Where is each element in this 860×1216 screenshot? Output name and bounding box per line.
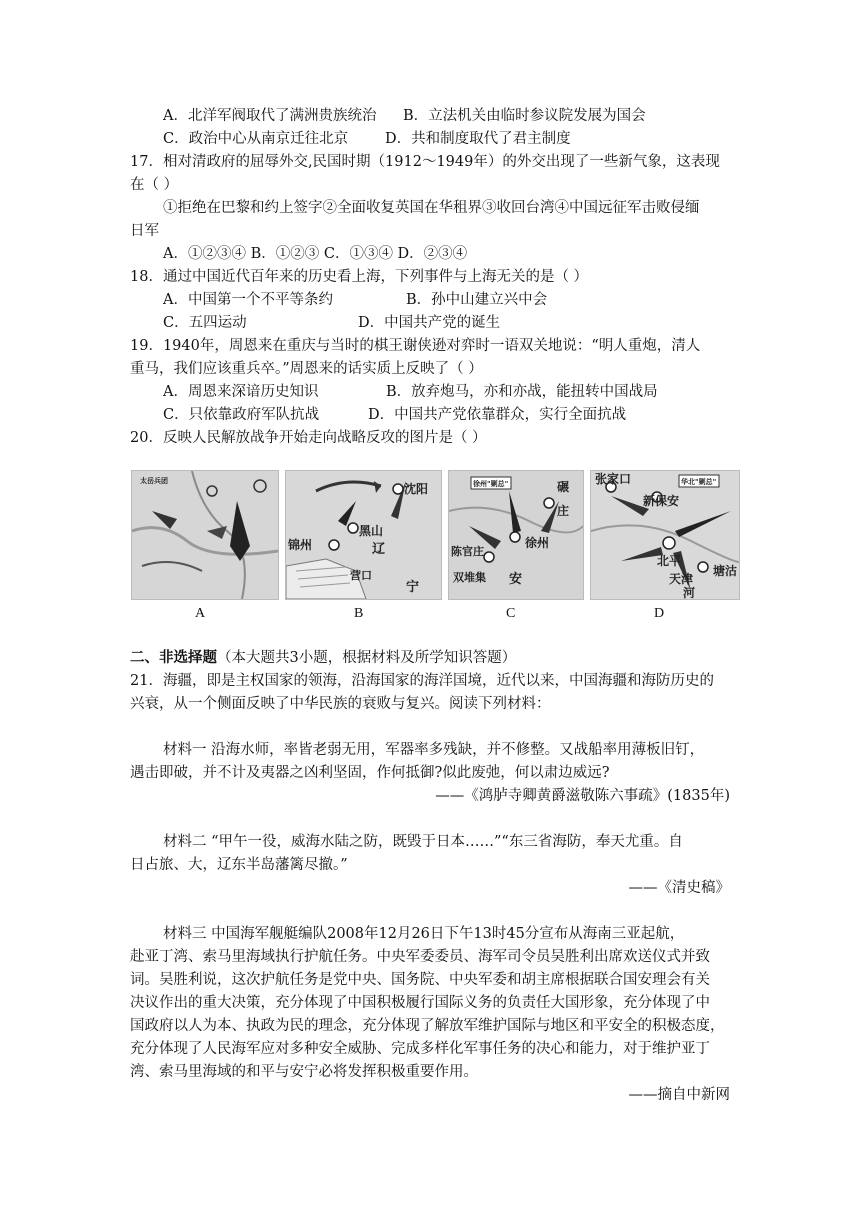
q18-option-a: A．中国第一个不平等条约	[163, 292, 333, 308]
map-a-label-1: 太岳兵团	[140, 477, 168, 485]
map-c-label-6: 安	[509, 572, 523, 587]
map-d-image	[590, 470, 740, 600]
q17-options: A．①②③④ B．①②③ C．①③④ D．②③④	[163, 246, 468, 262]
map-b-image	[285, 470, 442, 600]
q18-stem: 18．通过中国近代百年来的历史看上海，下列事件与上海无关的是（ ）	[130, 269, 589, 285]
q16-option-a: A．北洋军阀取代了满洲贵族统治	[163, 108, 377, 124]
q21-material3-line5: 国政府以人为本、执政为民的理念，充分体现了解放军维护国际与地区和平安全的积极态度，	[130, 1018, 725, 1034]
q21-material1-line2: 遇击即破，并不计及夷器之凶利坚固，作何抵御?似此废弛，何以肃边威远?	[130, 765, 610, 781]
q19-option-d: D．中国共产党依靠群众，实行全面抗战	[368, 407, 627, 423]
q21-material3-source: ——摘自中新网	[628, 1087, 730, 1103]
q21-material3-line3: 词。吴胜利说，这次护航任务是党中央、国务院、中央军委和胡主席根据联合国安理会有关	[130, 972, 710, 988]
map-c-label-4: 陈官庄	[451, 545, 484, 558]
map-b-label-2: 锦州	[288, 538, 313, 552]
map-label-c: C	[506, 606, 516, 621]
map-c-label-5: 双堆集	[453, 571, 486, 584]
section-2-note: （本大题共3小题，根据材料及所学知识答题）	[217, 650, 517, 666]
q19-option-c: C．只依靠政府军队抗战	[163, 407, 320, 423]
q19-stem-line2: 重马，我们应该重兵卒。”周恩来的话实质上反映了（ ）	[130, 361, 483, 377]
map-c-image	[448, 470, 584, 600]
map-label-d: D	[654, 606, 665, 621]
q20-stem: 20．反映人民解放战争开始走向战略反攻的图片是（ ）	[130, 430, 487, 446]
section-2-heading	[130, 648, 516, 668]
q21-stem-line1: 21．海疆，即是主权国家的领海，沿海国家的海洋国境，近代以来，中国海疆和海防历史的	[130, 673, 714, 689]
q19-option-b: B．放弃炮马，亦和亦战，能扭转中国战局	[386, 384, 658, 400]
q21-stem-line2: 兴衰，从一个侧面反映了中华民族的衰败与复兴。阅读下列材料：	[130, 696, 551, 712]
map-a-image	[131, 470, 279, 600]
q21-material3-line2: 赴亚丁湾、索马里海域执行护航任务。中央军委委员、海军司令员吴胜利出席欢送仪式并致	[130, 949, 710, 965]
map-c-label-1: 徐州	[525, 536, 550, 550]
q21-material3-line7: 湾、索马里海域的和平与安宁必将发挥积极重要作用。	[130, 1064, 478, 1080]
map-d-label-5: 河	[683, 586, 696, 599]
map-label-b: B	[354, 606, 364, 621]
map-b-label-4: 辽	[372, 542, 386, 557]
q21-material3-line4: 决议作出的重大决策，充分体现了中国积极履行国际义务的负责任大国形象，充分体现了中	[130, 995, 710, 1011]
q17-stem-line2: 在（ ）	[130, 177, 179, 193]
q21-material1-source: ——《鸿胪寺卿黄爵滋敬陈六事疏》(1835年)	[435, 788, 730, 804]
map-b-label-6: 宁	[406, 580, 420, 595]
map-d-label-7: 华北"剿总"	[681, 478, 717, 486]
map-b-label-1: 沈阳	[404, 482, 429, 496]
q21-material2-line1: 材料二 “甲午一役，威海水陆之防，既毁于日本……”“东三省海防，奉天尤重。自	[163, 834, 683, 850]
q18-option-c: C．五四运动	[163, 315, 247, 331]
q17-stem-line1: 17．相对清政府的屈辱外交,民国时期（1912～1949年）的外交出现了一些新气象，这表现	[130, 154, 720, 170]
map-c-label-7: 徐州"剿总"	[473, 480, 509, 488]
q21-material1-line1: 材料一 沿海水师，率皆老弱无用，军器率多残缺，并不修整。又战船率用薄板旧钉，	[163, 742, 705, 758]
q17-items-line1: ①拒绝在巴黎和约上签字②全面收复英国在华租界③收回台湾④中国远征军击败侵缅	[163, 200, 700, 216]
map-b-label-5: 营口	[350, 569, 372, 582]
q17-items-line2: 日军	[130, 223, 159, 239]
q21-material3-line1: 材料三 中国海军舰艇编队2008年12月26日下午13时45分宣布从海南三亚起航，	[163, 926, 685, 942]
map-d-label-4: 天津	[669, 572, 694, 586]
q21-material2-line2: 日占旅、大，辽东半岛藩篱尽撤。”	[130, 857, 348, 873]
q18-option-d: D．中国共产党的诞生	[358, 315, 501, 331]
q21-material3-line6: 充分体现了人民海军应对多种安全威胁、完成多样化军事任务的决心和能力，对于维护亚丁	[130, 1041, 710, 1057]
q19-stem-line1: 19．1940年，周恩来在重庆与当时的棋王谢侠逊对弈时一语双关地说：“明人重炮，清人	[130, 338, 701, 354]
map-d-label-1: 张家口	[595, 472, 632, 486]
map-d-label-2: 新保安	[643, 494, 680, 508]
map-label-a: A	[195, 606, 206, 621]
q18-option-b: B．孙中山建立兴中会	[406, 292, 548, 308]
map-b-label-3: 黑山	[359, 524, 384, 538]
section-2-title: 二、非选择题	[130, 649, 217, 666]
q16-option-b: B．立法机关由临时参议院发展为国会	[403, 108, 646, 124]
map-d-label-3: 北平	[657, 554, 682, 568]
q16-option-d: D．共和制度取代了君主制度	[385, 131, 571, 147]
q21-material2-source: ——《清史稿》	[628, 880, 730, 896]
map-c-label-2: 碾	[557, 480, 570, 494]
map-c-label-3: 庄	[557, 504, 570, 518]
q19-option-a: A．周恩来深谙历史知识	[163, 384, 319, 400]
q16-option-c: C．政治中心从南京迁往北京	[163, 131, 349, 147]
map-d-label-6: 塘沽	[713, 564, 738, 578]
